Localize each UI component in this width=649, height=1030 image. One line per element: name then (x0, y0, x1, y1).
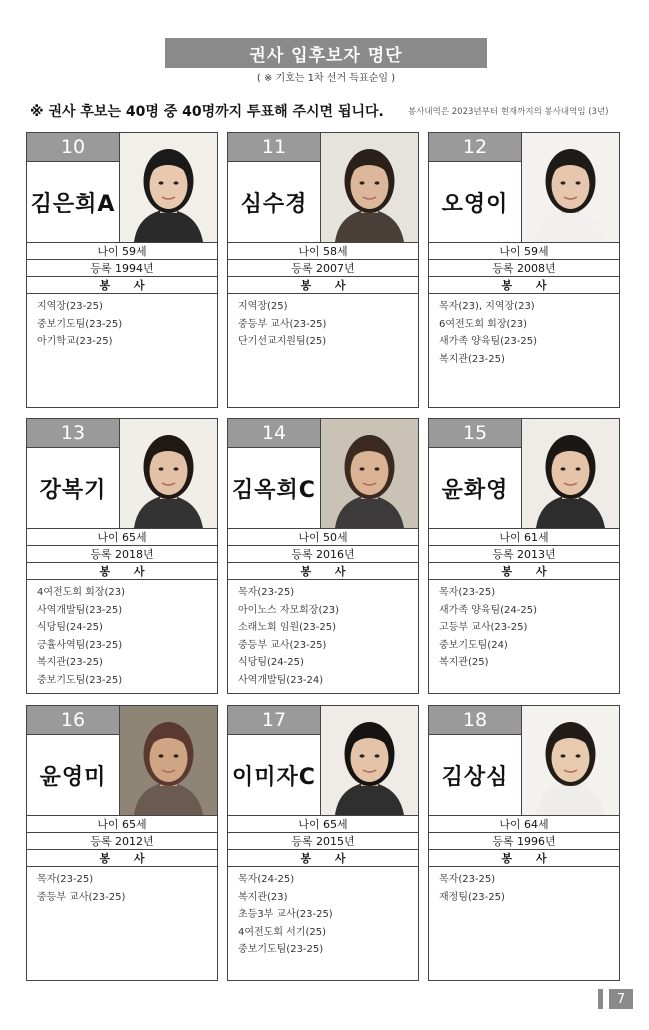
service-item: 지역장(23-25) (37, 301, 103, 312)
service-item: 아이노스 자모회장(23) (238, 604, 339, 616)
service-item: 단기선교지원팀(25) (238, 336, 327, 347)
candidate-photo (321, 133, 418, 242)
page-subtitle: ( ※ 기호는 1차 선거 득표순임 ) (256, 73, 396, 84)
service-item: 고등부 교사(23-25) (439, 622, 528, 633)
service-item: 중등부 교사(23-25) (37, 891, 126, 903)
service-item: 중보기도팀(24) (439, 639, 508, 651)
candidate-age: 나이 65세 (27, 815, 217, 832)
service-item: 식당팀(24-25) (238, 657, 304, 668)
candidate-photo (120, 419, 217, 528)
candidate-name: 이미자C (228, 735, 321, 815)
service-list (27, 293, 217, 407)
candidate-photo (321, 419, 418, 528)
service-item: 중등부 교사(23-25) (238, 639, 327, 651)
candidate-age: 나이 65세 (228, 815, 418, 832)
candidate-registration: 등록 2008년 (429, 259, 619, 276)
candidate-card (26, 705, 218, 981)
candidate-age: 나이 50세 (228, 528, 418, 545)
candidate-age: 나이 61세 (429, 528, 619, 545)
service-item: 중보기도팀(23-25) (37, 674, 123, 686)
candidate-number: 18 (429, 706, 522, 735)
service-item: 목자(23-25) (238, 587, 295, 598)
candidate-registration: 등록 2013년 (429, 545, 619, 562)
service-item: 중보기도팀(23-25) (37, 318, 123, 330)
candidate-registration: 등록 2012년 (27, 832, 217, 849)
service-item: 재정팀(23-25) (439, 891, 505, 903)
service-item: 목자(24-25) (238, 874, 295, 885)
service-item: 긍휼사역팀(23-25) (37, 639, 123, 651)
candidate-age: 나이 59세 (27, 242, 217, 259)
candidate-photo (120, 706, 217, 815)
service-item: 식당팀(24-25) (37, 622, 103, 633)
service-list (429, 579, 619, 693)
candidate-photo (120, 133, 217, 242)
service-header: 봉 사 (228, 276, 418, 293)
service-item: 소래노회 임원(23-25) (238, 622, 336, 633)
candidate-name: 오영이 (429, 162, 522, 242)
candidate-registration: 등록 1996년 (429, 832, 619, 849)
service-header: 봉 사 (228, 849, 418, 866)
candidate-number: 10 (27, 133, 120, 162)
candidate-number: 17 (228, 706, 321, 735)
candidate-name: 윤영미 (27, 735, 120, 815)
candidate-card (227, 418, 419, 694)
service-item: 복지관(25) (439, 657, 489, 668)
service-item: 사역개발팀(23-24) (238, 674, 324, 686)
service-list (228, 293, 418, 407)
candidate-number: 14 (228, 419, 321, 448)
service-item: 초등3부 교사(23-25) (238, 909, 333, 920)
service-item: 사역개발팀(23-25) (37, 604, 123, 616)
candidate-name: 심수경 (228, 162, 321, 242)
service-item: 복지관(23-25) (37, 657, 103, 668)
service-header: 봉 사 (27, 276, 217, 293)
service-item: 목자(23-25) (439, 587, 496, 598)
service-list (228, 866, 418, 980)
candidate-registration: 등록 2016년 (228, 545, 418, 562)
service-header: 봉 사 (429, 849, 619, 866)
service-item: 중보기도팀(23-25) (238, 944, 324, 955)
service-item: 새가족 양육팀(23-25) (439, 336, 537, 347)
page-number: 7 (609, 989, 633, 1009)
voting-notice: ※ 권사 후보는 40명 중 40명까지 투표해 주시면 됩니다. (30, 104, 384, 120)
service-item: 6여전도회 회장(23) (439, 318, 528, 330)
service-header: 봉 사 (27, 849, 217, 866)
service-list (228, 579, 418, 693)
candidate-photo (321, 706, 418, 815)
candidate-number: 13 (27, 419, 120, 448)
candidate-card (26, 418, 218, 694)
candidate-card (428, 418, 620, 694)
service-list (429, 866, 619, 980)
candidate-name: 윤화영 (429, 448, 522, 528)
service-list (27, 579, 217, 693)
candidate-registration: 등록 2015년 (228, 832, 418, 849)
candidate-card (428, 705, 620, 981)
page-marker (598, 989, 603, 1009)
candidate-number: 11 (228, 133, 321, 162)
service-item: 아기학교(23-25) (37, 336, 113, 347)
service-item: 지역장(25) (238, 301, 288, 312)
service-item: 목자(23-25) (439, 874, 496, 885)
candidate-age: 나이 58세 (228, 242, 418, 259)
candidate-age: 나이 64세 (429, 815, 619, 832)
service-list (27, 866, 217, 980)
service-header: 봉 사 (228, 562, 418, 579)
candidate-name: 김상심 (429, 735, 522, 815)
candidate-photo (522, 133, 619, 242)
service-item: 복지관(23) (238, 891, 288, 903)
candidate-name: 김옥희C (228, 448, 321, 528)
service-item: 목자(23), 지역장(23) (439, 301, 535, 312)
candidate-card (227, 132, 419, 408)
candidate-number: 15 (429, 419, 522, 448)
service-header: 봉 사 (429, 562, 619, 579)
candidate-card (227, 705, 419, 981)
candidate-photo (522, 706, 619, 815)
candidate-age: 나이 65세 (27, 528, 217, 545)
service-item: 복지관(23-25) (439, 353, 505, 365)
candidate-name: 김은희A (27, 162, 120, 242)
service-item: 목자(23-25) (37, 874, 94, 885)
service-header: 봉 사 (27, 562, 217, 579)
candidate-card (26, 132, 218, 408)
candidate-photo (522, 419, 619, 528)
candidate-registration: 등록 2007년 (228, 259, 418, 276)
page-title: 권사 입후보자 명단 (165, 38, 487, 68)
candidate-number: 12 (429, 133, 522, 162)
candidate-registration: 등록 1994년 (27, 259, 217, 276)
service-item: 4여전도회 서기(25) (238, 926, 327, 938)
candidate-number: 16 (27, 706, 120, 735)
service-header: 봉 사 (429, 276, 619, 293)
candidate-card (428, 132, 620, 408)
service-item: 새가족 양육팀(24-25) (439, 604, 537, 616)
service-item: 4여전도회 회장(23) (37, 587, 126, 598)
service-period-note: 봉사내역은 2023년부터 현재까지의 봉사내역임 (3년) (408, 107, 609, 117)
service-list (429, 293, 619, 407)
service-item: 중등부 교사(23-25) (238, 318, 327, 330)
candidate-name: 강복기 (27, 448, 120, 528)
candidate-registration: 등록 2018년 (27, 545, 217, 562)
candidate-age: 나이 59세 (429, 242, 619, 259)
